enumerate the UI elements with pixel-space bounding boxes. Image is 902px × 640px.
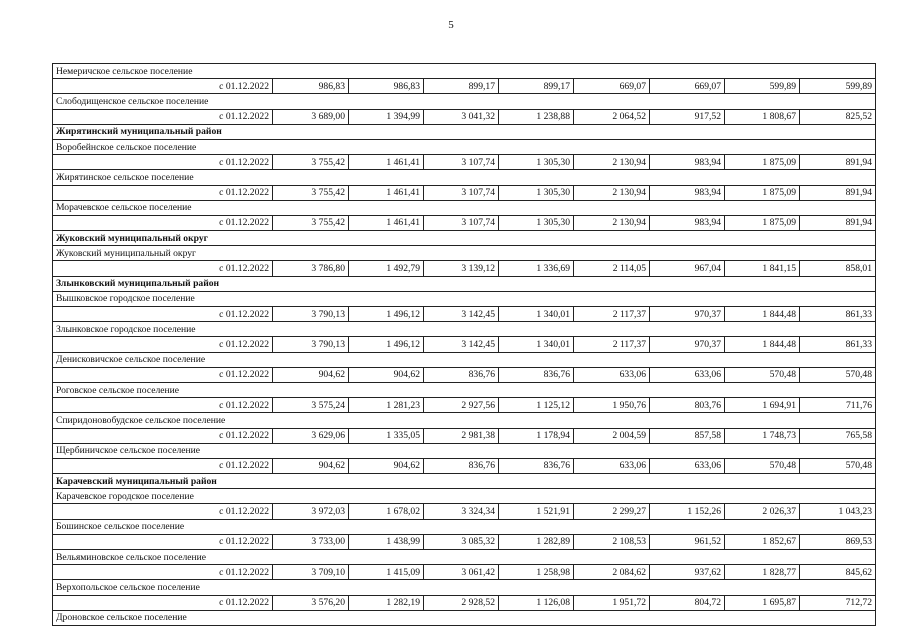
tariff-value-cell: 3 755,42 [273,155,349,170]
settlement-name: Роговское сельское поселение [53,382,876,397]
tariff-value-cell: 3 107,74 [424,185,499,200]
settlement-name-row [53,580,876,595]
tariff-value-cell: 1 875,09 [725,215,800,230]
settlement-name-row [53,94,876,109]
tariff-value-cell: 3 709,10 [273,565,349,580]
tariff-value-cell: 983,94 [650,185,725,200]
settlement-name: Верхопольское сельское поселение [53,580,876,595]
tariff-value-cell: 803,76 [650,398,725,413]
settlement-name: Вельяминовское сельское поселение [53,550,876,565]
tariff-values-row [53,79,876,94]
tariff-value-cell: 1 852,67 [725,534,800,549]
tariff-value-cell: 570,48 [725,458,800,473]
settlement-name-row [53,413,876,428]
tariff-value-cell: 3 107,74 [424,215,499,230]
tariff-value-cell: 2 084,62 [574,565,650,580]
tariff-value-cell: 1 748,73 [725,428,800,443]
tariff-values-row [53,307,876,322]
tariff-values-row [53,428,876,443]
tariff-value-cell: 3 629,06 [273,428,349,443]
effective-date-cell: с 01.12.2022 [53,428,273,443]
tariff-value-cell: 3 972,03 [273,504,349,519]
tariff-value-cell: 970,37 [650,307,725,322]
tariff-value-cell: 1 461,41 [349,215,424,230]
tariff-value-cell: 1 951,72 [574,595,650,610]
effective-date-cell: с 01.12.2022 [53,595,273,610]
tariff-value-cell: 1 828,77 [725,565,800,580]
district-heading: Жирятинский муниципальный район [53,124,876,139]
tariff-value-cell: 2 130,94 [574,185,650,200]
tariff-value-cell: 3 324,34 [424,504,499,519]
table-body [53,64,876,626]
page-number: 5 [448,19,454,31]
tariff-values-row [53,595,876,610]
tariff-value-cell: 2 981,38 [424,428,499,443]
settlement-name-row [53,64,876,79]
settlement-name: Морачевское сельское поселение [53,200,876,215]
tariff-value-cell: 904,62 [273,367,349,382]
district-heading: Карачевский муниципальный район [53,474,876,489]
settlement-name-row [53,382,876,397]
tariff-value-cell: 858,01 [800,261,876,276]
tariff-value-cell: 765,58 [800,428,876,443]
settlement-name-row [53,550,876,565]
tariff-value-cell: 2 004,59 [574,428,650,443]
effective-date-cell: с 01.12.2022 [53,367,273,382]
effective-date-cell: с 01.12.2022 [53,261,273,276]
tariff-value-cell: 1 340,01 [499,307,574,322]
tariff-value-cell: 836,76 [424,458,499,473]
tariff-value-cell: 599,89 [800,79,876,94]
settlement-name: Жуковский муниципальный округ [53,246,876,261]
settlement-name-row [53,443,876,458]
tariff-value-cell: 570,48 [725,367,800,382]
tariff-value-cell: 3 085,32 [424,534,499,549]
tariff-value-cell: 961,52 [650,534,725,549]
tariff-value-cell: 1 335,05 [349,428,424,443]
tariff-value-cell: 3 755,42 [273,215,349,230]
effective-date-cell: с 01.12.2022 [53,565,273,580]
tariff-value-cell: 1 461,41 [349,155,424,170]
settlement-name: Немеричское сельское поселение [53,64,876,79]
tariff-value-cell: 836,76 [424,367,499,382]
settlement-name: Щербиничское сельское поселение [53,443,876,458]
tariff-value-cell: 869,53 [800,534,876,549]
tariff-values-row [53,398,876,413]
tariff-value-cell: 857,58 [650,428,725,443]
settlement-name: Спиридоновобудское сельское поселение [53,413,876,428]
tariff-value-cell: 1 844,48 [725,307,800,322]
tariff-value-cell: 633,06 [574,458,650,473]
effective-date-cell: с 01.12.2022 [53,458,273,473]
tariff-value-cell: 983,94 [650,155,725,170]
settlement-name: Денисковичское сельское поселение [53,352,876,367]
tariff-value-cell: 1 695,87 [725,595,800,610]
tariff-value-cell: 3 061,42 [424,565,499,580]
settlement-name-row [53,200,876,215]
tariff-value-cell: 1 415,09 [349,565,424,580]
tariff-value-cell: 669,07 [574,79,650,94]
tariff-value-cell: 891,94 [800,215,876,230]
tariff-table [52,63,876,626]
settlement-name-row [53,246,876,261]
tariff-value-cell: 1 844,48 [725,337,800,352]
tariff-value-cell: 1 461,41 [349,185,424,200]
tariff-value-cell: 904,62 [349,367,424,382]
tariff-value-cell: 891,94 [800,155,876,170]
tariff-value-cell: 967,04 [650,261,725,276]
effective-date-cell: с 01.12.2022 [53,215,273,230]
tariff-value-cell: 1 305,30 [499,185,574,200]
tariff-value-cell: 2 299,27 [574,504,650,519]
tariff-value-cell: 1 305,30 [499,155,574,170]
district-heading-row [53,474,876,489]
tariff-values-row [53,215,876,230]
settlement-name: Жирятинское сельское поселение [53,170,876,185]
tariff-value-cell: 1 496,12 [349,307,424,322]
tariff-value-cell: 2 117,37 [574,337,650,352]
tariff-value-cell: 861,33 [800,337,876,352]
tariff-value-cell: 3 107,74 [424,155,499,170]
tariff-value-cell: 3 786,80 [273,261,349,276]
tariff-value-cell: 1 394,99 [349,109,424,124]
settlement-name: Карачевское городское поселение [53,489,876,504]
settlement-name-row [53,139,876,154]
tariff-value-cell: 633,06 [650,458,725,473]
tariff-value-cell: 1 340,01 [499,337,574,352]
effective-date-cell: с 01.12.2022 [53,155,273,170]
tariff-value-cell: 1 282,89 [499,534,574,549]
tariff-value-cell: 1 808,67 [725,109,800,124]
tariff-value-cell: 1 875,09 [725,185,800,200]
settlement-name-row [53,291,876,306]
tariff-value-cell: 1 694,91 [725,398,800,413]
settlement-name: Злынковское городское поселение [53,322,876,337]
tariff-value-cell: 2 130,94 [574,215,650,230]
tariff-values-row [53,458,876,473]
settlement-name-row [53,610,876,625]
settlement-name: Вышковское городское поселение [53,291,876,306]
tariff-value-cell: 633,06 [574,367,650,382]
tariff-value-cell: 1 178,94 [499,428,574,443]
tariff-value-cell: 1 125,12 [499,398,574,413]
tariff-value-cell: 804,72 [650,595,725,610]
tariff-value-cell: 1 238,88 [499,109,574,124]
tariff-value-cell: 633,06 [650,367,725,382]
tariff-value-cell: 3 575,24 [273,398,349,413]
tariff-value-cell: 1 305,30 [499,215,574,230]
tariff-value-cell: 845,62 [800,565,876,580]
effective-date-cell: с 01.12.2022 [53,79,273,94]
tariff-value-cell: 1 875,09 [725,155,800,170]
tariff-value-cell: 711,76 [800,398,876,413]
tariff-value-cell: 3 139,12 [424,261,499,276]
tariff-value-cell: 825,52 [800,109,876,124]
tariff-value-cell: 1 152,26 [650,504,725,519]
district-heading: Жуковский муниципальный округ [53,231,876,246]
tariff-value-cell: 1 126,08 [499,595,574,610]
effective-date-cell: с 01.12.2022 [53,504,273,519]
tariff-value-cell: 1 043,23 [800,504,876,519]
tariff-value-cell: 712,72 [800,595,876,610]
tariff-value-cell: 3 790,13 [273,337,349,352]
effective-date-cell: с 01.12.2022 [53,534,273,549]
tariff-value-cell: 3 733,00 [273,534,349,549]
effective-date-cell: с 01.12.2022 [53,337,273,352]
tariff-value-cell: 937,62 [650,565,725,580]
tariff-value-cell: 1 521,91 [499,504,574,519]
tariff-value-cell: 899,17 [499,79,574,94]
tariff-value-cell: 2 026,37 [725,504,800,519]
tariff-value-cell: 1 281,23 [349,398,424,413]
tariff-value-cell: 986,83 [273,79,349,94]
tariff-values-row [53,534,876,549]
tariff-values-row [53,504,876,519]
tariff-value-cell: 861,33 [800,307,876,322]
tariff-value-cell: 1 438,99 [349,534,424,549]
tariff-value-cell: 904,62 [349,458,424,473]
tariff-value-cell: 904,62 [273,458,349,473]
tariff-value-cell: 2 117,37 [574,307,650,322]
tariff-value-cell: 1 678,02 [349,504,424,519]
settlement-name-row [53,170,876,185]
effective-date-cell: с 01.12.2022 [53,398,273,413]
tariff-values-row [53,337,876,352]
tariff-value-cell: 570,48 [800,458,876,473]
effective-date-cell: с 01.12.2022 [53,109,273,124]
settlement-name-row [53,352,876,367]
tariff-value-cell: 986,83 [349,79,424,94]
tariff-value-cell: 899,17 [424,79,499,94]
settlement-name-row [53,322,876,337]
tariff-value-cell: 2 114,05 [574,261,650,276]
tariff-value-cell: 599,89 [725,79,800,94]
tariff-value-cell: 891,94 [800,185,876,200]
settlement-name: Воробейнское сельское поселение [53,139,876,154]
tariff-values-row [53,155,876,170]
district-heading-row [53,231,876,246]
tariff-value-cell: 917,52 [650,109,725,124]
tariff-value-cell: 1 492,79 [349,261,424,276]
tariff-value-cell: 3 755,42 [273,185,349,200]
district-heading-row [53,124,876,139]
tariff-values-row [53,185,876,200]
tariff-values-row [53,565,876,580]
tariff-value-cell: 970,37 [650,337,725,352]
tariff-value-cell: 3 576,20 [273,595,349,610]
settlement-name-row [53,519,876,534]
effective-date-cell: с 01.12.2022 [53,185,273,200]
tariff-value-cell: 2 064,52 [574,109,650,124]
tariff-values-row [53,109,876,124]
tariff-value-cell: 669,07 [650,79,725,94]
tariff-value-cell: 2 108,53 [574,534,650,549]
tariff-value-cell: 1 950,76 [574,398,650,413]
settlement-name: Слободищенское сельское поселение [53,94,876,109]
tariff-value-cell: 1 496,12 [349,337,424,352]
effective-date-cell: с 01.12.2022 [53,307,273,322]
tariff-values-row [53,367,876,382]
tariff-value-cell: 2 928,52 [424,595,499,610]
district-heading-row [53,276,876,291]
district-heading: Злынковский муниципальный район [53,276,876,291]
tariff-value-cell: 3 142,45 [424,307,499,322]
tariff-value-cell: 983,94 [650,215,725,230]
settlement-name-row [53,489,876,504]
tariff-value-cell: 3 041,32 [424,109,499,124]
tariff-value-cell: 570,48 [800,367,876,382]
tariff-value-cell: 836,76 [499,458,574,473]
tariff-value-cell: 1 336,69 [499,261,574,276]
tariff-value-cell: 3 142,45 [424,337,499,352]
settlement-name: Бошинское сельское поселение [53,519,876,534]
tariff-value-cell: 2 927,56 [424,398,499,413]
tariff-value-cell: 3 790,13 [273,307,349,322]
tariff-value-cell: 1 258,98 [499,565,574,580]
tariff-value-cell: 836,76 [499,367,574,382]
tariff-value-cell: 3 689,00 [273,109,349,124]
tariff-value-cell: 1 841,15 [725,261,800,276]
tariff-value-cell: 1 282,19 [349,595,424,610]
tariff-values-row [53,261,876,276]
settlement-name: Дроновское сельское поселение [53,610,876,625]
tariff-value-cell: 2 130,94 [574,155,650,170]
